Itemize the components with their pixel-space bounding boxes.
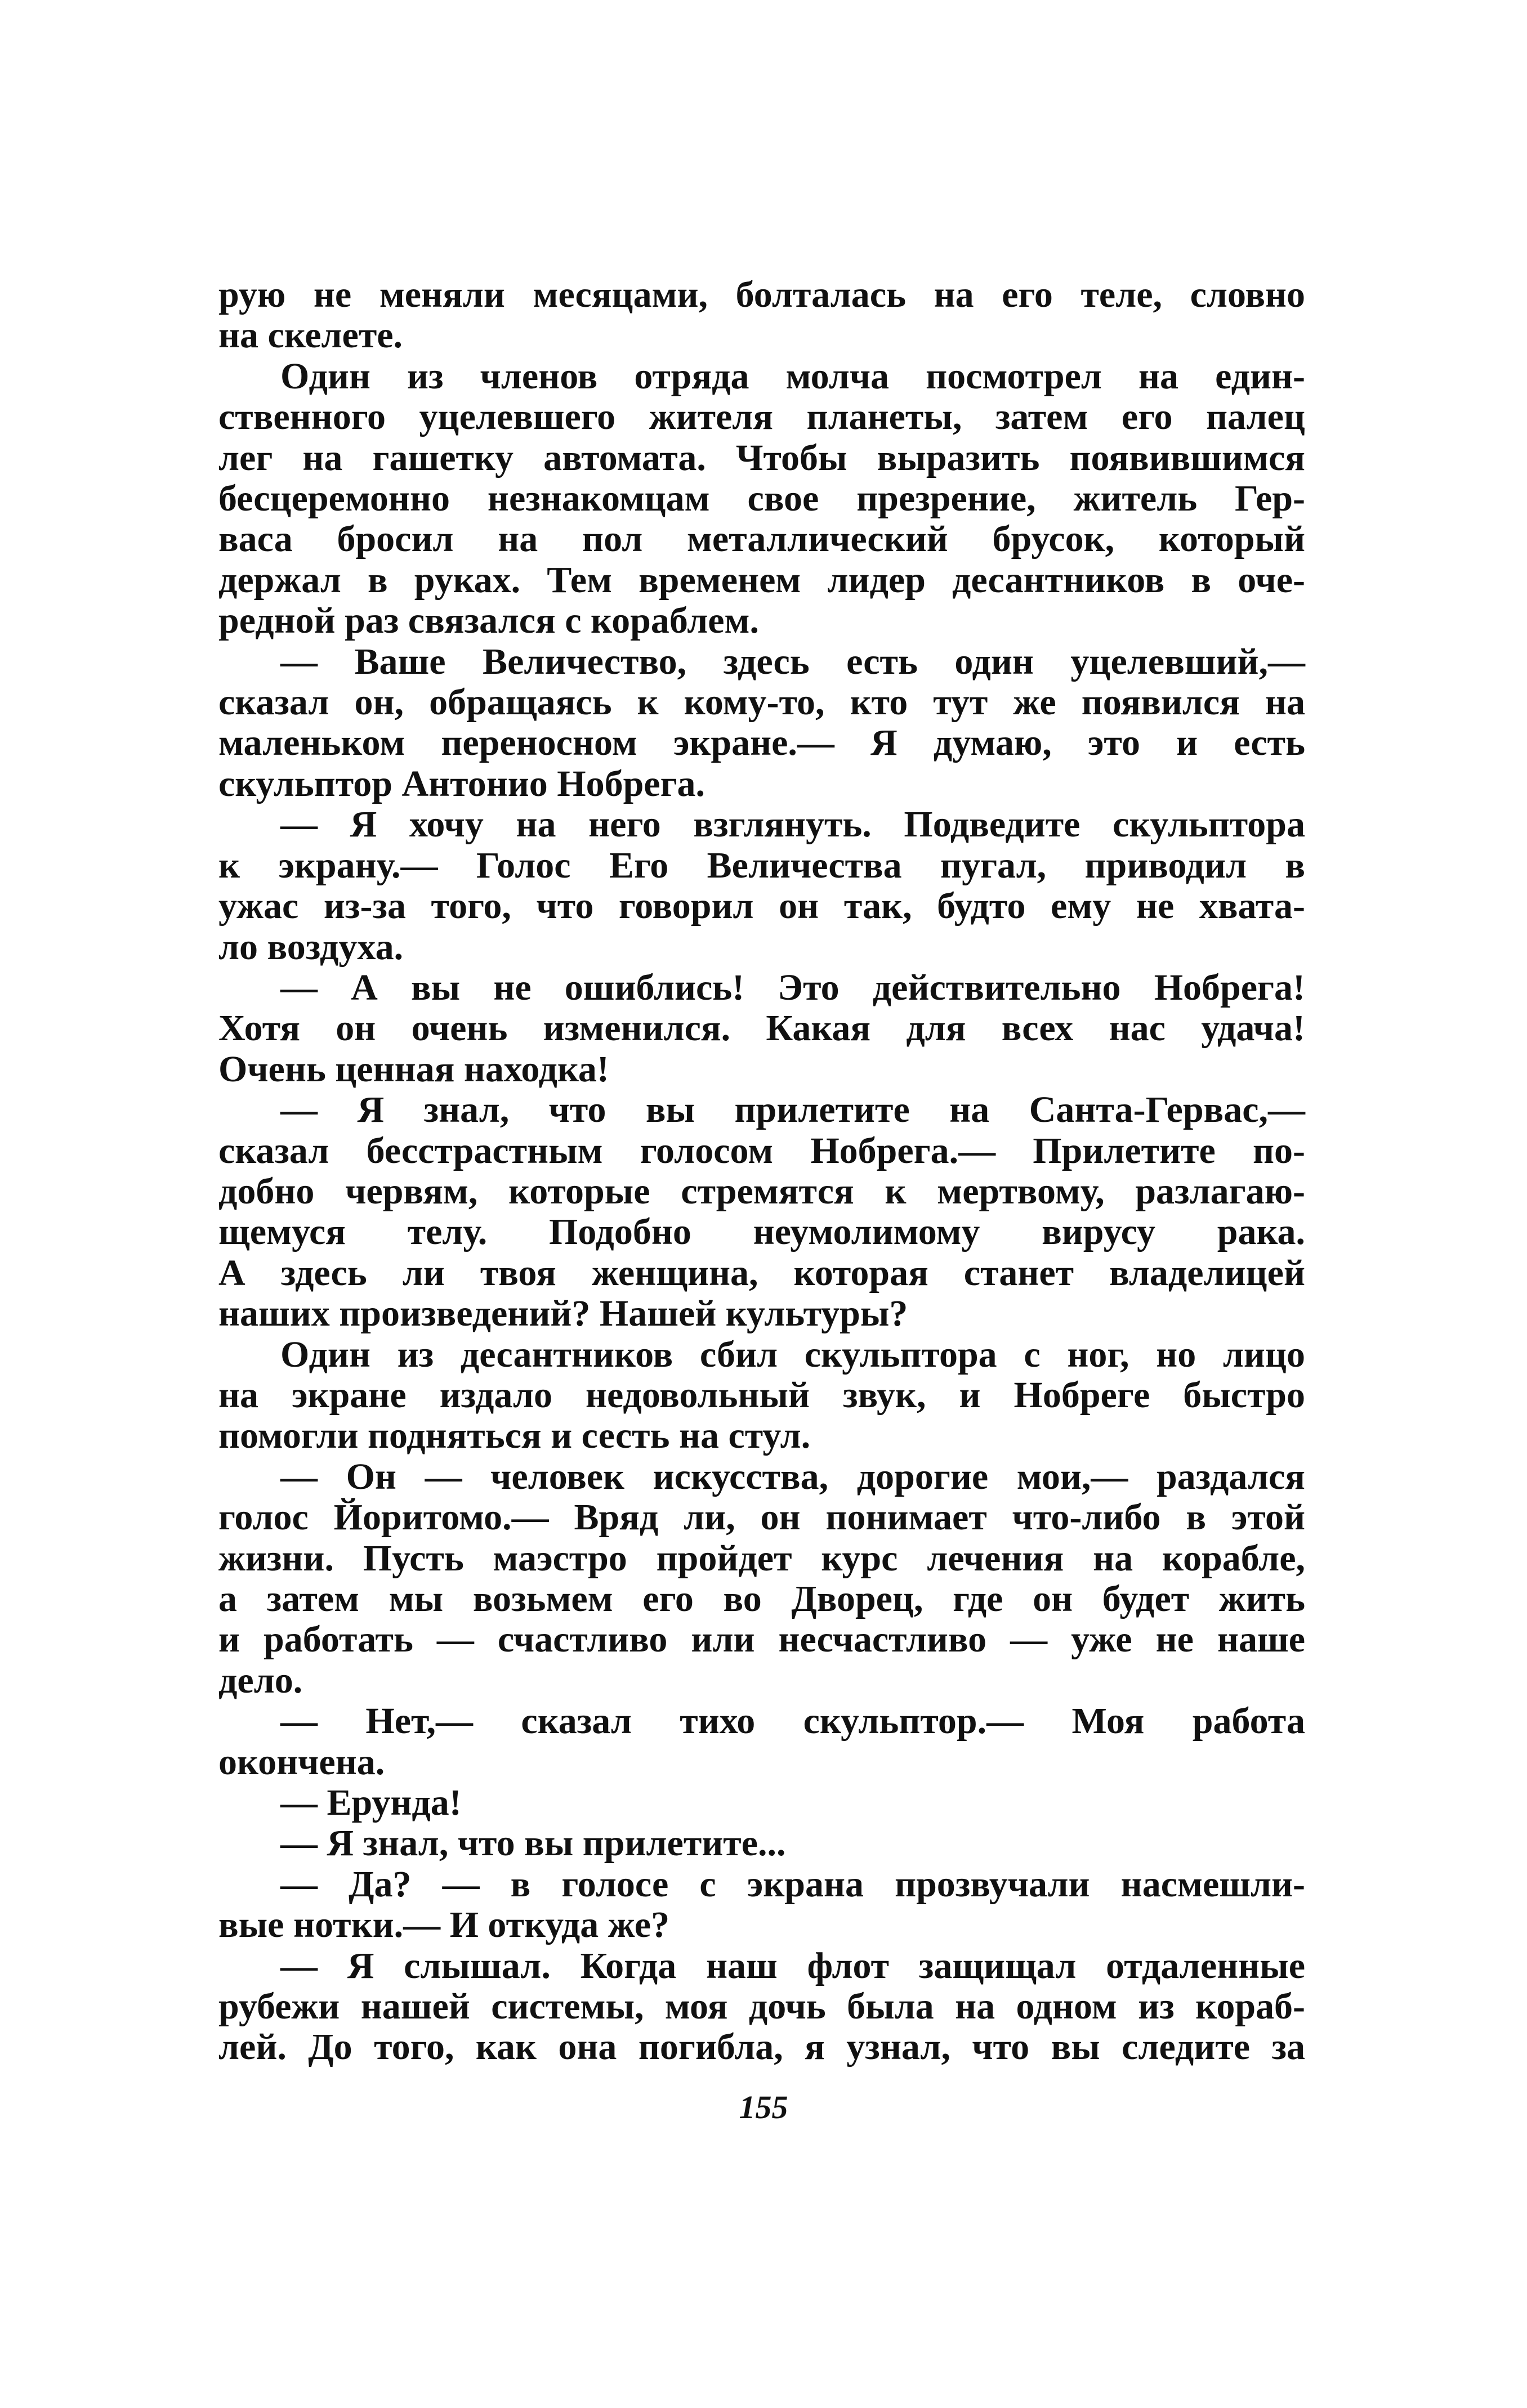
text-line: вые нотки.— И откуда же? bbox=[218, 1904, 670, 1946]
text-line: — Я хочу на него взглянуть. Подведите скульптора bbox=[280, 804, 1305, 845]
text-line: рубежи нашей системы, моя дочь была на одном из кораб- bbox=[218, 1986, 1305, 2027]
text-line: бесцеремонно незнакомцам свое презрение, житель Гер- bbox=[218, 478, 1305, 520]
text-line: сказал бесстрастным голосом Нобрега.— Прилетите по- bbox=[218, 1130, 1305, 1171]
text-line: — Он — человек искусства, дорогие мои,— раздался bbox=[280, 1456, 1305, 1497]
text-line: — Нет,— сказал тихо скульптор.— Моя работа bbox=[280, 1700, 1305, 1742]
text-line: ственного уцелевшего жителя планеты, затем его палец bbox=[218, 396, 1305, 438]
text-line: — Ваше Величество, здесь есть один уцелевший,— bbox=[280, 641, 1305, 682]
text-line: — Ерунда! bbox=[280, 1782, 462, 1824]
text-line: помогли подняться и сесть на стул. bbox=[218, 1415, 811, 1457]
text-line: к экрану.— Голос Его Величества пугал, приводил в bbox=[218, 844, 1305, 886]
text-line: дело. bbox=[218, 1659, 303, 1701]
text-line: жизни. Пусть маэстро пройдет курс лечения на корабле, bbox=[218, 1537, 1305, 1579]
body-text bbox=[218, 275, 1305, 2068]
text-line: держал в руках. Тем временем лидер десантников в оче- bbox=[218, 559, 1305, 601]
text-line: васа бросил на пол металлический брусок, который bbox=[218, 518, 1305, 560]
text-line: сказал он, обращаясь к кому-то, кто тут же появился на bbox=[218, 682, 1305, 723]
text-line: на экране издало недовольный звук, и Нобреге быстро bbox=[218, 1374, 1305, 1416]
text-line: и работать — счастливо или несчастливо — уже не наше bbox=[218, 1619, 1305, 1660]
text-line: — Я знал, что вы прилетите на Санта-Гервас,— bbox=[280, 1089, 1305, 1131]
text-line: добно червям, которые стремятся к мертвому, разлагаю- bbox=[218, 1170, 1305, 1212]
text-line: окончена. bbox=[218, 1741, 385, 1783]
text-line: рую не меняли месяцами, болталась на его теле, словно bbox=[218, 274, 1305, 315]
text-line: Очень ценная находка! bbox=[218, 1048, 609, 1090]
text-line: Один из членов отряда молча посмотрел на един- bbox=[280, 355, 1305, 397]
text-line: ужас из-за того, что говорил он так, будто ему не хвата- bbox=[218, 885, 1305, 927]
text-line: маленьком переносном экране.— Я думаю, это и есть bbox=[218, 722, 1305, 764]
text-line: голос Йоритомо.— Вряд ли, он понимает что-либо в этой bbox=[218, 1497, 1305, 1538]
text-line: редной раз связался с кораблем. bbox=[218, 600, 759, 642]
text-line: Один из десантников сбил скульптора с ног, но лицо bbox=[280, 1333, 1305, 1375]
text-line: щемуся телу. Подобно неумолимому вирусу рака. bbox=[218, 1211, 1305, 1253]
text-line: а затем мы возьмем его во Дворец, где он будет жить bbox=[218, 1578, 1305, 1619]
text-line: — А вы не ошиблись! Это действительно Нобрега! bbox=[280, 966, 1305, 1008]
text-line: лег на гашетку автомата. Чтобы выразить появившимся bbox=[218, 437, 1305, 478]
text-line: лей. До того, как она погибла, я узнал, что вы следите за bbox=[218, 2026, 1305, 2068]
text-line: — Я слышал. Когда наш флот защищал отдаленные bbox=[280, 1945, 1305, 1986]
text-line: наших произведений? Нашей культуры? bbox=[218, 1293, 908, 1335]
text-line: — Я знал, что вы прилетите... bbox=[280, 1823, 786, 1864]
text-line: ло воздуха. bbox=[218, 926, 404, 968]
text-line: А здесь ли твоя женщина, которая станет владелицей bbox=[218, 1252, 1305, 1293]
page-number: 155 bbox=[739, 2089, 788, 2125]
text-line: Хотя он очень изменился. Какая для всех нас удача! bbox=[218, 1008, 1305, 1049]
text-line: — Да? — в голосе с экрана прозвучали насмешли- bbox=[280, 1863, 1305, 1905]
text-line: на скелете. bbox=[218, 315, 403, 356]
text-line: скульптор Антонио Нобрега. bbox=[218, 763, 706, 804]
